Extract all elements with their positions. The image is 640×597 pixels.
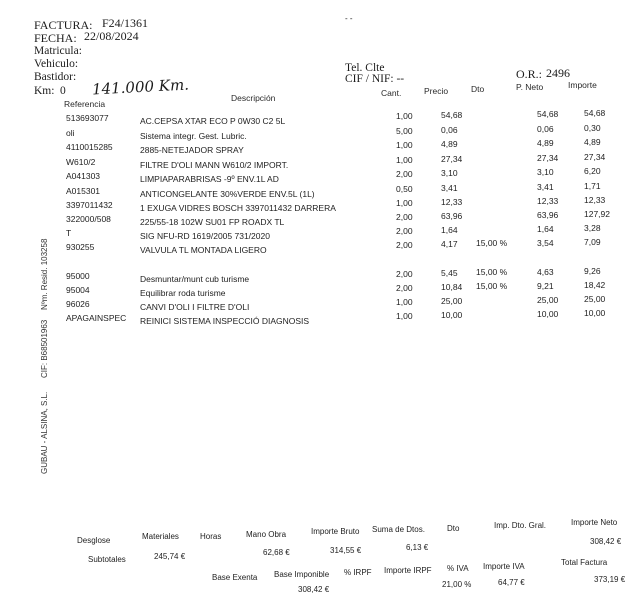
cell-ref: 96026 [66,299,90,309]
totals-baseimponible-label: Base Imponible [274,570,330,579]
cell-neto: 9,21 [537,281,554,291]
cell-desc: REINICI SISTEMA INSPECCIÓ DIAGNOSIS [140,316,310,326]
cell-importe: 7,09 [584,237,601,247]
cell-precio: 3,41 [441,183,458,193]
cell-desc: ANTICONGELANTE 30%VERDE ENV.5L (1L) [140,189,315,199]
cell-cant: 2,00 [396,283,413,293]
company-name: GUBAU - ALSINA, S.L. [40,391,49,474]
cell-neto: 54,68 [537,109,559,119]
cell-ref: 95004 [66,285,90,295]
cell-ref: 4110015285 [66,142,113,152]
col-header-dto: Dto [471,84,485,94]
cell-importe: 25,00 [584,294,606,304]
cell-desc: CANVI D'OLI I FILTRE D'OLI [140,302,250,312]
km-value: 0 [60,85,66,97]
subtotal-neto: 308,42 € [590,537,622,546]
total-pctiva: 21,00 % [442,580,472,589]
cell-neto: 3,10 [537,167,554,177]
cell-importe: 27,34 [584,152,606,162]
cell-neto: 27,34 [537,153,559,163]
cif-label: CIF / NIF: -- [345,73,405,85]
cell-ref: oli [66,128,75,138]
cell-cant: 1,00 [396,155,413,165]
cell-ref: APAGAINSPEC [66,313,127,323]
cell-precio: 4,89 [441,139,458,149]
totals-impdtogral-label: Imp. Dto. Gral. [494,521,547,530]
cell-desc: VALVULA TL MONTADA LIGERO [140,245,267,255]
cell-precio: 5,45 [441,268,458,278]
cell-ref: 3397011432 [66,200,113,210]
cell-desc: SIG NFU-RD 1619/2005 731/2020 [140,231,270,241]
cell-importe: 54,68 [584,108,606,118]
cell-importe: 0,30 [584,123,601,133]
totals-materiales-label: Materiales [142,532,179,541]
cell-neto: 4,89 [537,138,554,148]
cell-desc: FILTRE D'OLI MANN W610/2 IMPORT. [140,160,289,170]
company-registry: Nºm. Resid. 103258 [40,238,49,310]
cell-ref: 513693077 [66,113,109,123]
total-factura: 373,19 € [594,575,626,584]
cell-cant: 2,00 [396,226,413,236]
cell-importe: 18,42 [584,280,606,290]
km-handwritten-note: 141.000 Km. [91,75,190,99]
or-number: 2496 [546,66,570,80]
subtotal-sumadtos: 6,13 € [406,543,429,552]
col-header-descripcion: Descripción [231,93,276,103]
cell-neto: 3,41 [537,182,554,192]
cell-precio: 63,96 [441,211,463,221]
top-mark: - - [345,14,353,23]
cell-precio: 0,06 [441,125,458,135]
cell-ref: T [66,228,72,238]
cell-precio: 25,00 [441,296,463,306]
cell-desc: 1 EXUGA VIDRES BOSCH 3397011432 DARRERA [140,203,336,213]
col-header-precio: Precio [424,86,449,96]
cell-neto: 12,33 [537,196,559,206]
cell-dto: 15,00 % [476,238,508,248]
subtotal-bruto: 314,55 € [330,546,362,555]
cell-importe: 9,26 [584,266,601,276]
cell-precio: 10,84 [441,282,463,292]
cell-ref: A041303 [66,171,101,181]
cell-precio: 10,00 [441,310,463,320]
cell-cant: 2,00 [396,240,413,250]
or-label: O.R.: [516,67,543,81]
cell-ref: 322000/508 [66,214,111,224]
cell-desc: Desmuntar/munt cub turisme [140,274,250,284]
cell-cant: 1,00 [396,311,413,321]
total-importeiva: 64,77 € [498,578,525,587]
cell-ref: 930255 [66,242,95,252]
cell-importe: 3,28 [584,223,601,233]
cell-importe: 10,00 [584,308,606,318]
total-baseimponible: 308,42 € [298,585,330,594]
cell-cant: 2,00 [396,169,413,179]
cell-cant: 1,00 [396,111,413,121]
totals-importeirpf-label: Importe IRPF [384,566,432,575]
matricula-label: Matricula: [34,45,82,57]
cell-importe: 127,92 [584,209,610,219]
cell-cant: 2,00 [396,269,413,279]
cell-desc: LIMPIAPARABRISAS -9º ENV.1L AD [140,174,279,184]
cell-cant: 0,50 [396,184,413,194]
invoice-date-label: FECHA: [34,31,77,45]
cell-desc: Equilibrar roda turisme [140,288,226,298]
cell-importe: 12,33 [584,195,606,205]
cell-ref: A015301 [66,186,101,196]
tel-label: Tel. Clte [345,62,385,74]
cell-neto: 10,00 [537,309,559,319]
cell-neto: 25,00 [537,295,559,305]
totals-importeiva-label: Importe IVA [483,562,525,571]
company-cif: CIF: B68501963 [40,319,49,378]
totals-dto-label: Dto [447,524,460,533]
col-header-referencia: Referencia [64,99,106,109]
bastidor-label: Bastidor: [34,71,77,83]
cell-neto: 0,06 [537,124,554,134]
cell-ref: 95000 [66,271,90,281]
invoice-number-label: FACTURA: [34,18,93,32]
cell-neto: 1,64 [537,224,554,234]
cell-precio: 27,34 [441,154,463,164]
cell-importe: 6,20 [584,166,601,176]
totals-pctirpf-label: % IRPF [344,568,372,577]
cell-precio: 3,10 [441,168,458,178]
cell-cant: 5,00 [396,126,413,136]
totals-desglose-label: Desglose [77,536,111,545]
cell-cant: 1,00 [396,297,413,307]
totals-neto-label: Importe Neto [571,518,618,527]
cell-precio: 54,68 [441,110,463,120]
cell-cant: 1,00 [396,140,413,150]
vehiculo-label: Vehiculo: [34,58,79,70]
subtotal-manoobra: 62,68 € [263,548,290,557]
cell-desc: AC.CEPSA XTAR ECO P 0W30 C2 5L [140,116,286,126]
cell-desc: 2885-NETEJADOR SPRAY [140,145,244,155]
invoice-date: 22/08/2024 [84,29,139,43]
totals-bruto-label: Importe Bruto [311,527,360,536]
cell-ref: W610/2 [66,157,96,167]
cell-precio: 1,64 [441,225,458,235]
invoice-number: F24/1361 [102,16,149,30]
subtotal-materiales: 245,74 € [154,552,186,561]
cell-importe: 1,71 [584,181,601,191]
cell-dto: 15,00 % [476,267,508,277]
totals-horas-label: Horas [200,532,222,541]
cell-cant: 1,00 [396,198,413,208]
totals-baseexenta-label: Base Exenta [212,573,258,582]
totals-manoobra-label: Mano Obra [246,530,287,539]
cell-importe: 4,89 [584,137,601,147]
col-header-importe: Importe [568,80,597,90]
table-row [0,237,640,255]
table-row [0,308,640,326]
cell-neto: 3,54 [537,238,554,248]
km-label: Km: [34,85,55,97]
cell-precio: 4,17 [441,239,458,249]
totals-sumadtos-label: Suma de Dtos. [372,525,425,534]
cell-neto: 4,63 [537,267,554,277]
col-header-cant: Cant. [381,88,402,98]
totals-total-label: Total Factura [561,558,608,567]
cell-desc: 225/55-18 102W SU01 FP ROADX TL [140,217,285,227]
totals-subtotales-label: Subtotales [88,555,126,564]
cell-precio: 12,33 [441,197,463,207]
cell-neto: 63,96 [537,210,559,220]
col-header-pneto: P. Neto [516,82,544,92]
cell-desc: Sistema integr. Gest. Lubric. [140,131,247,141]
cell-cant: 2,00 [396,212,413,222]
cell-dto: 15,00 % [476,281,508,291]
totals-pctiva-label: % IVA [447,564,469,573]
